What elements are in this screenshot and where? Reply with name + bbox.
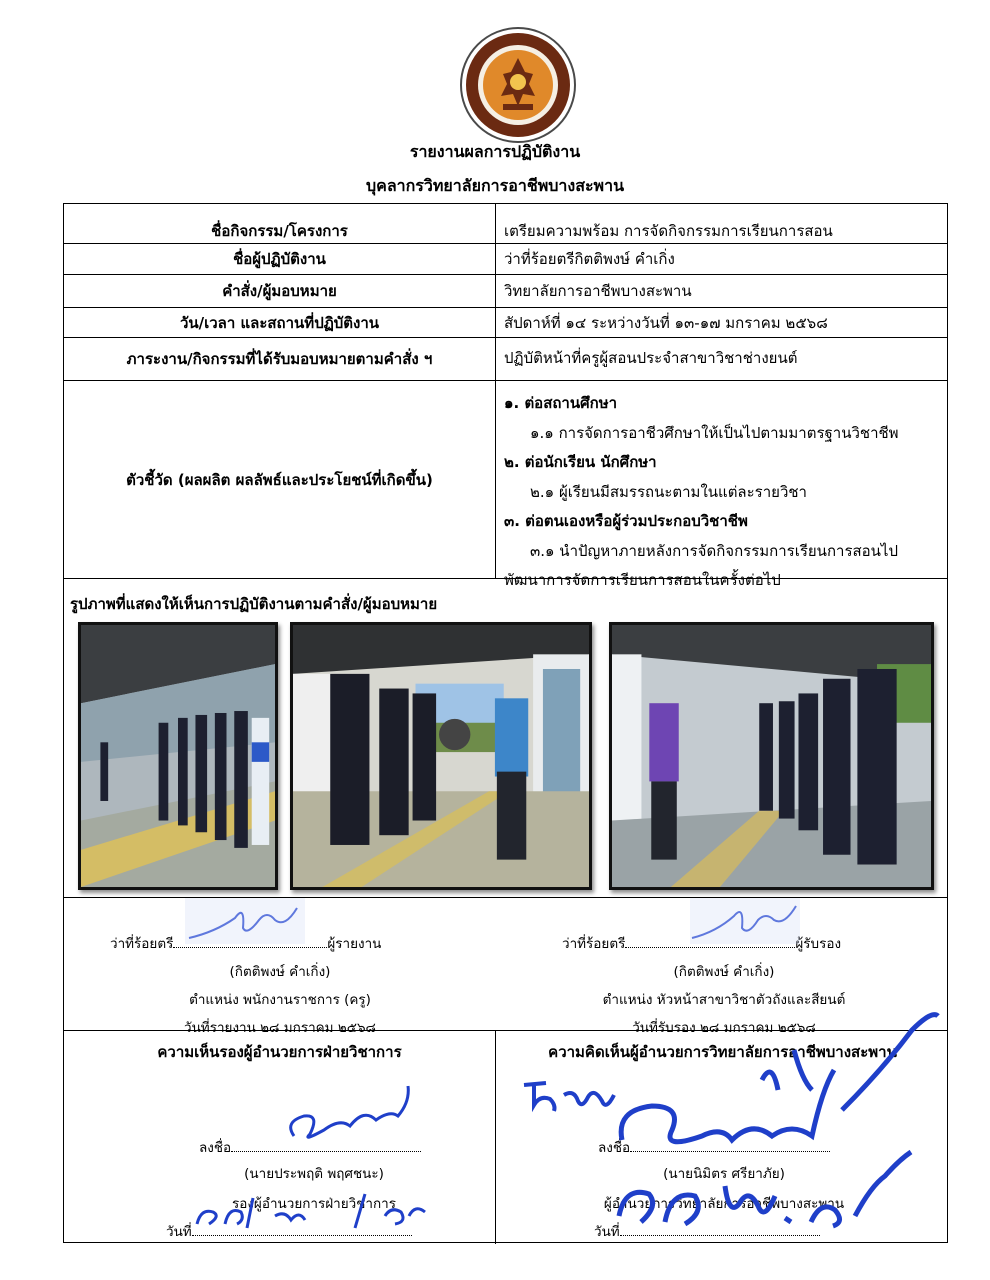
director-date-label: วันที่ [594, 1224, 620, 1240]
date-place-value: สัปดาห์ที่ ๑๔ ระหว่างวันที่ ๑๓-๑๗ มกราคม ๒๕๖๘ [504, 313, 828, 332]
college-seal-logo [459, 26, 577, 144]
reporter-name: (กิตติพงษ์ คำเกิ่ง) [229, 964, 331, 980]
deputy-sign-label: ลงชื่อ [199, 1140, 232, 1156]
activity-photo-3 [609, 622, 934, 890]
director-date-handwriting-icon [615, 1146, 915, 1236]
college-seal-icon [459, 26, 577, 144]
reporter-date: วันที่รายงาน ๒๘ มกราคม ๒๕๖๘ [184, 1020, 376, 1036]
director-signature-icon [612, 1010, 952, 1160]
worker-value: ว่าที่ร้อยตรีกิตติพงษ์ คำเกิ่ง [504, 250, 675, 268]
photos-heading: รูปภาพที่แสดงให้เห็นการปฏิบัติงานตามคำสั่ง/ผู้มอบหมาย [70, 595, 438, 613]
reporter-prefix: ว่าที่ร้อยตรี [110, 936, 174, 952]
report-title: รายงานผลการปฏิบัติงาน [409, 142, 581, 161]
deputy-date-label: วันที่ [166, 1224, 192, 1240]
order-value: วิทยาลัยการอาชีพบางสะพาน [504, 282, 692, 300]
form-row-order [64, 275, 947, 308]
form-row-assignment [64, 338, 947, 381]
activity-label: ชื่อกิจกรรม/โครงการ [211, 221, 348, 240]
date-place-label: วัน/เวลา และสถานที่ปฏิบัติงาน [179, 313, 380, 332]
activity-photo-1 [78, 622, 278, 890]
form-row-indicators [64, 381, 947, 589]
indicator-item-continued: พัฒนาการจัดการเรียนการสอนในครั้งต่อไป [504, 571, 781, 589]
director-position: ผู้อำนวยการวิทยาลัยการอาชีพบางสะพาน [603, 1196, 845, 1212]
certifier-prefix: ว่าที่ร้อยตรี [562, 936, 626, 952]
photo-teacher-with-students [293, 625, 589, 887]
deputy-date-handwriting-icon [195, 1186, 435, 1232]
reporter-position: ตำแหน่ง พนักงานราชการ (ครู) [189, 992, 371, 1008]
indicator-heading: ๑. ต่อสถานศึกษา [504, 394, 618, 412]
indicator-item: ๑.๑ การจัดการอาชีวศึกษาให้เป็นไปตามมาตรฐานวิชาชีพ [530, 423, 899, 442]
certifier-position: ตำแหน่ง หัวหน้าสาขาวิชาตัวถังและสียนต์ [602, 992, 846, 1008]
reporter-signature-icon [185, 898, 305, 944]
indicators-label: ตัวชี้วัด (ผลผลิต ผลลัพธ์และประโยชน์ที่เกิดขึ้น) [126, 470, 433, 489]
activity-value: เตรียมความพร้อม การจัดกิจกรรมการเรียนการสอน [504, 221, 833, 240]
certifier-role: ผู้รับรอง [795, 936, 842, 952]
activity-photo-2 [290, 622, 592, 890]
deputy-heading: ความเห็นรองผู้อำนวยการฝ่ายวิชาการ [157, 1043, 402, 1061]
certifier-name: (กิตติพงษ์ คำเกิ่ง) [673, 964, 775, 980]
order-label: คำสั่ง/ผู้มอบหมาย [222, 282, 337, 300]
indicator-item: ๒.๑ ผู้เรียนมีสมรรถนะตามในแต่ละรายวิชา [530, 482, 807, 501]
report-subtitle: บุคลากรวิทยาลัยการอาชีพบางสะพาน [365, 176, 625, 195]
director-heading: ความคิดเห็นผู้อำนวยการวิทยาลัยการอาชีพบางสะพาน [548, 1043, 897, 1061]
indicator-item: ๓.๑ นำปัญหาภายหลังการจัดกิจกรรมการเรียนการสอนไป [530, 541, 898, 560]
deputy-name: (นายประพฤติ พฤศชนะ) [244, 1166, 384, 1182]
photo-students-lineup-right [612, 625, 931, 887]
form-row-activity [64, 204, 947, 244]
deputy-signature-icon [280, 1082, 430, 1148]
form-row-date-place [64, 308, 947, 338]
director-name: (นายนิมิตร ศรียาภัย) [663, 1166, 785, 1182]
worker-label: ชื่อผู้ปฏิบัติงาน [233, 250, 326, 268]
reporter-role: ผู้รายงาน [327, 936, 382, 952]
assignment-value: ปฏิบัติหน้าที่ครูผู้สอนประจำสาขาวิชาช่างยนต์ [504, 349, 798, 367]
certifier-signature-icon [690, 898, 800, 944]
director-sign-label: ลงชื่อ [598, 1140, 631, 1156]
indicator-heading: ๒. ต่อนักเรียน นักศึกษา [504, 453, 657, 471]
assignment-label: ภาระงาน/กิจกรรมที่ได้รับมอบหมายตามคำสั่ง ฯ [126, 350, 433, 368]
photo-students-lineup-left [81, 625, 275, 887]
director-note-handwriting-icon [520, 1075, 616, 1115]
indicators-list [504, 389, 941, 596]
form-row-worker [64, 244, 947, 275]
deputy-position: รองผู้อำนวยการฝ่ายวิชาการ [231, 1196, 396, 1212]
certifier-date: วันที่รับรอง ๒๘ มกราคม ๒๕๖๘ [632, 1020, 816, 1036]
indicator-heading: ๓. ต่อตนเองหรือผู้ร่วมประกอบวิชาชีพ [504, 512, 748, 530]
